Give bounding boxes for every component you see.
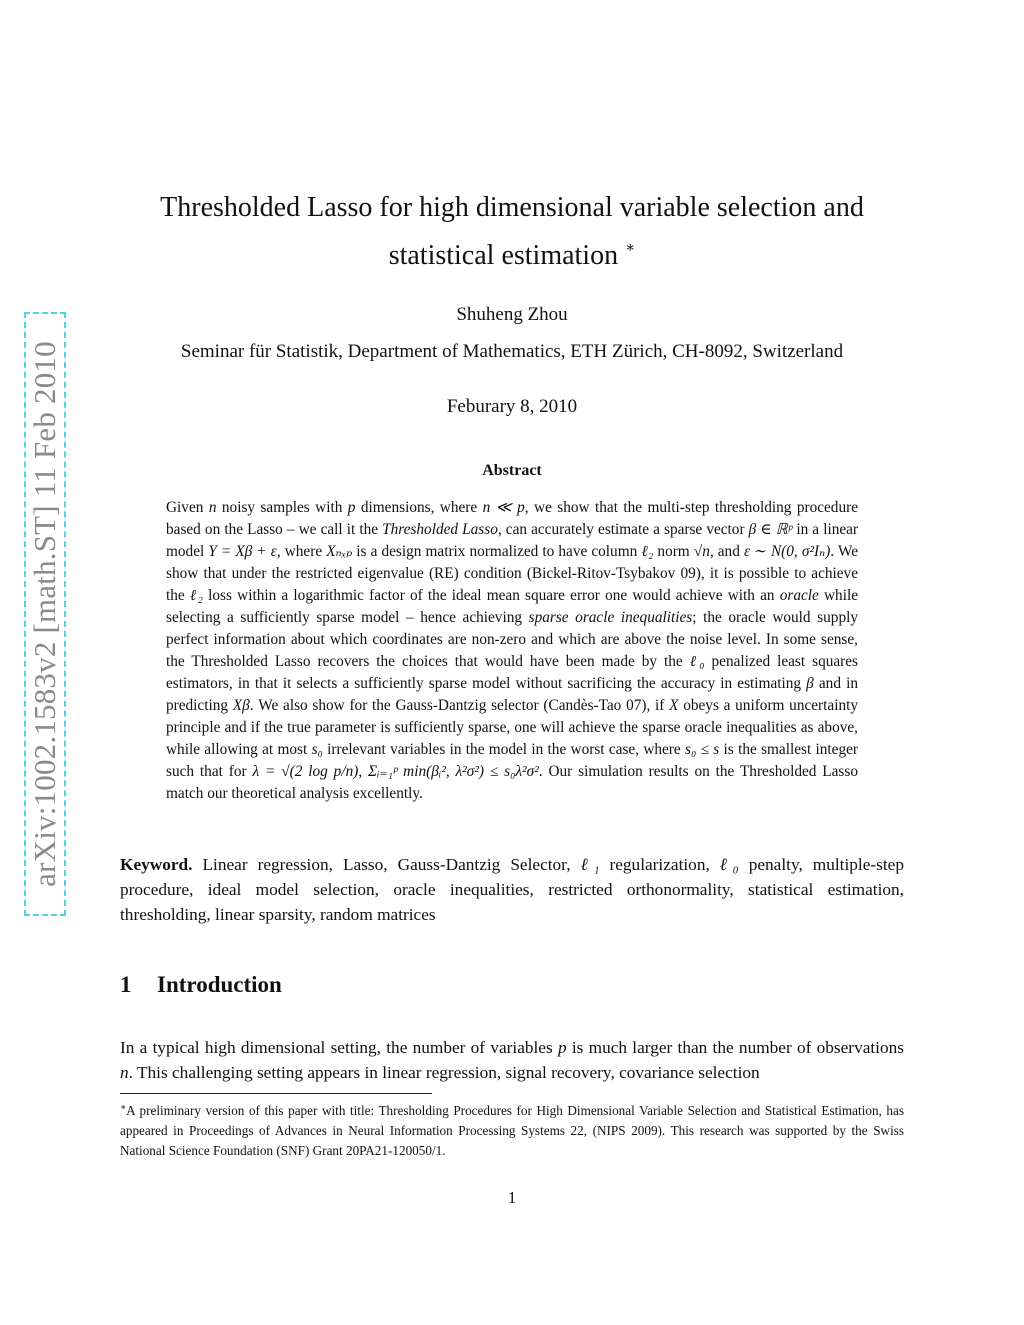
section-number: 1	[120, 972, 132, 997]
footnote-divider	[120, 1093, 432, 1094]
keywords-paragraph: Keyword. Linear regression, Lasso, Gauss-Dantzig Selector, ℓ₁ regularization, ℓ₀ penalty, multiple-step procedure, ideal model selection, oracle inequalities, restricted orthonormality, statistical estimation, thresholding, linear sparsity, random matrices	[120, 855, 904, 924]
footnote-text: A preliminary version of this paper with title: Thresholding Procedures for High Dimensional Variable Selection and Statistical Estimation, has appeared in Proceedings of Advances in Neural Information Processing Systems 22, (NIPS 2009). This research was supported by the Swiss National Science Foundation (SNF) Grant 20PA21-120050/1.	[120, 1103, 904, 1158]
section-title: Introduction	[157, 972, 282, 997]
abstract-body: Given n noisy samples with p dimensions, where n ≪ p, we show that the multi-step thresholding procedure based on the Lasso – we call it the Thresholded Lasso, can accurately estimate a sparse vector β ∈ ℝᵖ in a linear model Y = Xβ + ε, where Xₙₓₚ is a design matrix normalized to have column ℓ₂ norm √n, and ε ∼ N(0, σ²Iₙ). We show that under the restricted eigenvalue (RE) condition (Bickel-Ritov-Tsybakov 09), it is possible to achieve the ℓ₂ loss within a logarithmic factor of the ideal mean square error one would achieve with an oracle while selecting a sufficiently sparse model – hence achieving sparse oracle inequalities; the oracle would supply perfect information about which coordinates are non-zero and which are above the noise level. In some sense, the Thresholded Lasso recovers the choices that would have been made by the ℓ₀ penalized least squares estimators, in that it selects a sufficiently sparse model without sacrificing the accuracy in estimating β and in predicting Xβ. We also show for the Gauss-Dantzig selector (Candès-Tao 07), if X obeys a uniform uncertainty principle and if the true parameter is sufficiently sparse, one will achieve the sparse oracle inequalities as above, while allowing at most s₀ irrelevant variables in the model in the worst case, where s₀ ≤ s is the smallest integer such that for λ = √(2 log p/n), Σᵢ₌₁ᵖ min(βᵢ², λ²σ²) ≤ s₀λ²σ². Our simulation results on the Thresholded Lasso match our theoretical analysis excellently.	[166, 499, 859, 802]
footnote	[120, 1097, 904, 1161]
footnote-mark: ∗	[120, 1102, 127, 1112]
title-footnote-mark: ∗	[625, 240, 636, 256]
author-affiliation: Seminar für Statistik, Department of Mathematics, ETH Zürich, CH-8092, Switzerland	[180, 341, 844, 362]
arxiv-identifier: arXiv:1002.1583v2 [math.ST] 11 Feb 2010	[27, 341, 62, 887]
paper-title: Thresholded Lasso for high dimensional variable selection and statistical estimation ∗	[160, 192, 864, 271]
keywords-label: Keyword.	[120, 855, 193, 874]
abstract-heading: Abstract	[482, 462, 542, 479]
section-heading-introduction	[120, 972, 282, 998]
introduction-paragraph: In a typical high dimensional setting, the number of variables p is much larger than the number of observations n. This challenging setting appears in linear regression, signal recovery, covariance selection	[120, 1038, 904, 1082]
author-name: Shuheng Zhou	[456, 304, 568, 325]
page-number: 1	[507, 1188, 517, 1207]
paper-date: Feburary 8, 2010	[446, 396, 578, 417]
